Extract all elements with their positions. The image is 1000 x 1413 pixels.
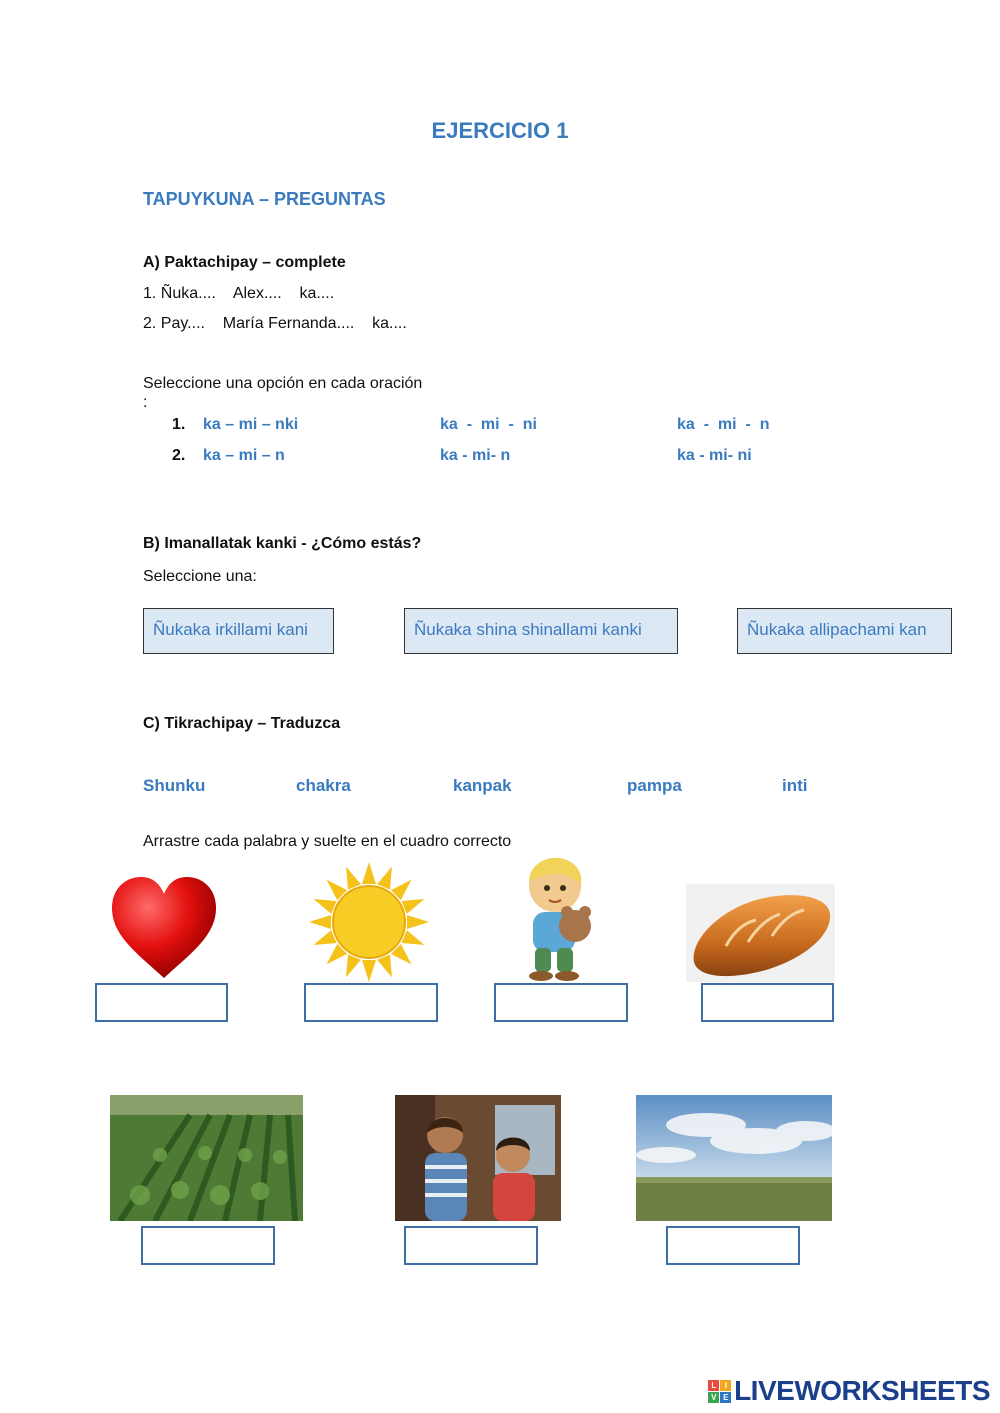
option-row-1-number: 1.: [172, 416, 186, 433]
liveworksheets-logo-icon: [708, 1380, 731, 1403]
drag-word-inti[interactable]: inti: [782, 776, 808, 795]
option-1b[interactable]: ka - mi - ni: [440, 416, 537, 433]
section-subtitle: TAPUYKUNA – PREGUNTAS: [143, 189, 386, 209]
drag-word-chakra[interactable]: chakra: [296, 776, 351, 795]
section-a-line-1: 1. Ñuka.... Alex.... ka....: [143, 285, 335, 302]
choice-box-1[interactable]: Ñukaka irkillami kani: [143, 608, 334, 654]
section-a-heading: A) Paktachipay – complete: [143, 254, 346, 271]
drop-box-kids[interactable]: [404, 1226, 538, 1265]
drop-box-bread[interactable]: [701, 983, 834, 1022]
two-kids-image: [395, 1095, 561, 1221]
section-c-heading: C) Tikrachipay – Traduzca: [143, 715, 341, 732]
option-row-2-number: 2.: [172, 447, 186, 464]
logo-letter-v: V: [708, 1392, 719, 1403]
logo-letter-l: L: [708, 1380, 719, 1391]
page-title: EJERCICIO 1: [431, 118, 569, 143]
section-b-heading: B) Imanallatak kanki - ¿Cómo estás?: [143, 535, 422, 552]
section-a-line-2: 2. Pay.... María Fernanda.... ka....: [143, 315, 407, 332]
drop-box-landscape[interactable]: [666, 1226, 800, 1265]
heart-image: [108, 874, 220, 982]
select-instruction: Seleccione una opción en cada oración: [143, 375, 423, 392]
option-2a[interactable]: ka – mi – n: [203, 447, 285, 464]
bread-image: [686, 884, 835, 982]
drag-word-shunku[interactable]: Shunku: [143, 776, 206, 795]
section-b-instruction: Seleccione una:: [143, 568, 257, 585]
boy-with-teddy-image: [513, 856, 603, 982]
plain-landscape-image: [636, 1095, 832, 1221]
liveworksheets-logo: [708, 1375, 990, 1407]
logo-letter-i: I: [720, 1380, 731, 1391]
select-colon: :: [143, 394, 148, 411]
drag-word-pampa[interactable]: pampa: [627, 776, 682, 795]
option-2b[interactable]: ka - mi- n: [440, 447, 511, 464]
choice-box-2[interactable]: Ñukaka shina shinallami kanki: [404, 608, 678, 654]
sun-image: [307, 860, 431, 984]
drop-box-boy[interactable]: [494, 983, 628, 1022]
drop-box-heart[interactable]: [95, 983, 228, 1022]
drop-box-field[interactable]: [141, 1226, 275, 1265]
choice-box-3[interactable]: Ñukaka allipachami kan: [737, 608, 952, 654]
option-2c[interactable]: ka - mi- ni: [677, 447, 752, 464]
drop-box-sun[interactable]: [304, 983, 438, 1022]
drag-word-kanpak[interactable]: kanpak: [453, 776, 512, 795]
logo-letter-e: E: [720, 1392, 731, 1403]
drag-instruction: Arrastre cada palabra y suelte en el cuadro correcto: [143, 833, 512, 850]
logo-text: LIVEWORKSHEETS: [734, 1375, 990, 1406]
field-crops-image: [110, 1095, 303, 1221]
option-1c[interactable]: ka - mi - n: [677, 416, 770, 433]
option-1a[interactable]: ka – mi – nki: [203, 416, 299, 433]
